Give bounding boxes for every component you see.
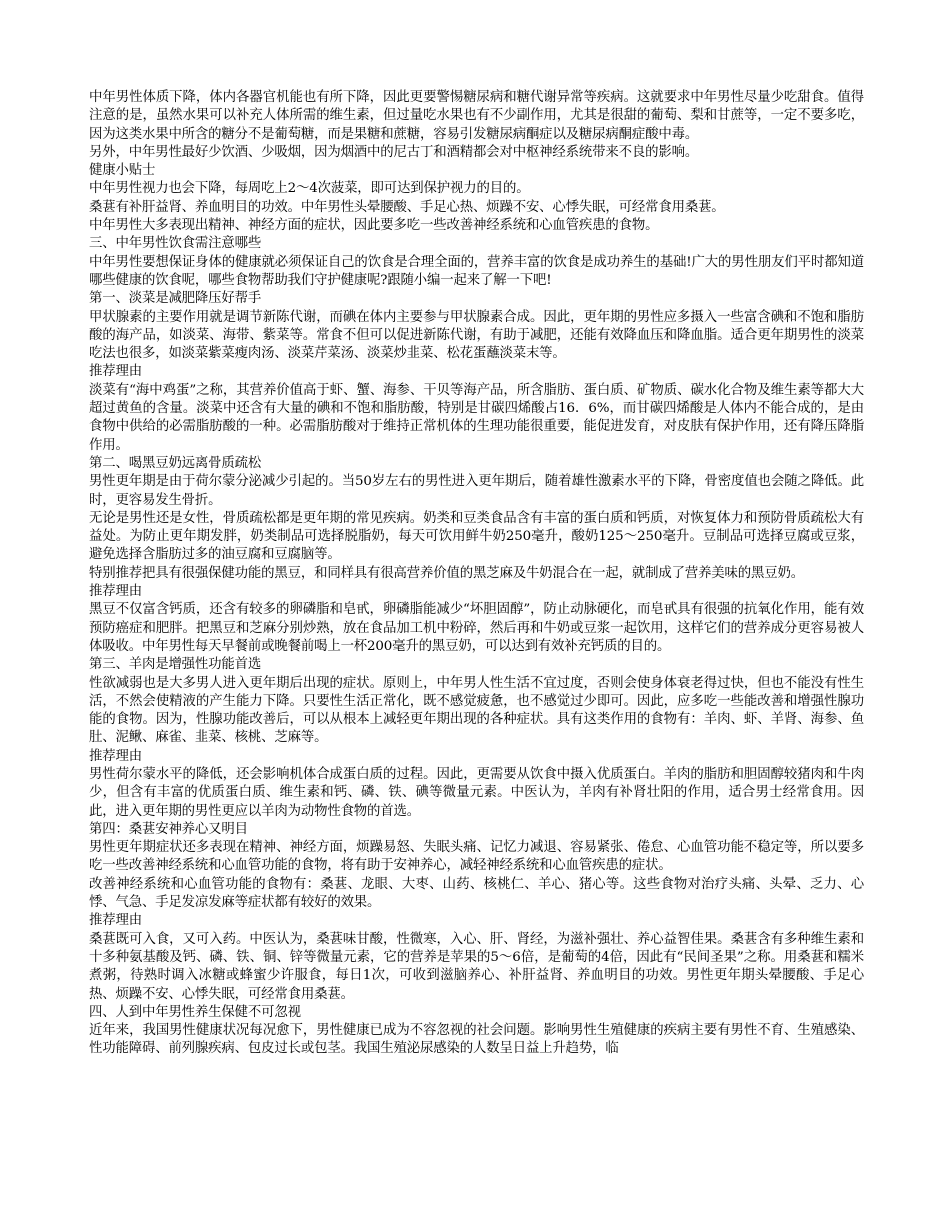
- section-heading: 第三、羊肉是增强性功能首选: [89, 657, 262, 673]
- paragraph: 中年男性体质下降，体内各器官机能也有所下降，因此更要警惕糖尿病和糖代谢异常等疾病。这就要求中年男性尽量少吃甜食。值得注意的是，虽然水果可以补充人体所需的维生素，但过量吃水果也有不少副作用，尤其是很甜的葡萄、梨和甘蔗等，一定不要多吃，因为这类水果中所含的糖分不是葡萄糖，而是果糖和蔗糖，容易引发糖尿病酮症以及糖尿病酮症酸中毒。: [89, 90, 864, 142]
- paragraph: 改善神经系统和心血管功能的食物有：桑葚、龙眼、大枣、山药、核桃仁、羊心、猪心等。这些食物对治疗头痛、头晕、乏力、心悸、气急、手足发凉发麻等症状都有较好的效果。: [89, 876, 864, 911]
- paragraph: 男性荷尔蒙水平的降低，还会影响机体合成蛋白质的过程。因此，更需要从饮食中摄入优质蛋白。羊肉的脂肪和胆固醇较猪肉和牛肉少，但含有丰富的优质蛋白质、维生素和钙、磷、铁、碘等微量元素。中医认为，羊肉有补肾壮阳的作用，适合男士经常食用。因此，进入更年期的男性更应以羊肉为动物性食物的首选。: [89, 766, 864, 819]
- paragraph: 无论是男性还是女性，骨质疏松都是更年期的常见疾病。奶类和豆类食品含有丰富的蛋白质和钙质，对恢复体力和预防骨质疏松大有益处。为防止更年期发胖，奶类制品可选择脱脂奶，每天可饮用鲜牛奶250毫升，酸奶125～250毫升。豆制品可选择豆腐或豆浆，避免选择含脂肪过多的油豆腐和豆腐脑等。: [89, 510, 864, 563]
- section-heading: 四、人到中年男性养生保健不可忽视: [89, 1004, 301, 1020]
- section-heading: 推荐理由: [89, 748, 142, 764]
- paragraph: 淡菜有“海中鸡蛋”之称，其营养价值高于虾、蟹、海参、干贝等海产品，所含脂肪、蛋白质、矿物质、碳水化合物及维生素等都大大超过黄鱼的含量。淡菜中还含有大量的碘和不饱和脂肪酸，特别是甘碳四烯酸占16．6%，而甘碳四烯酸是人体内不能合成的，是由食物中供给的必需脂肪酸的一种。必需脂肪酸对于维持正常机体的生理功能很重要，能促进发育，对皮肤有保护作用，还有降压降脂作用。: [89, 382, 864, 453]
- section-heading: 推荐理由: [89, 913, 142, 929]
- paragraph: 特别推荐把具有很强保健功能的黑豆，和同样具有很高营养价值的黑芝麻及牛奶混合在一起，就制成了营养美味的黑豆奶。: [89, 565, 804, 581]
- paragraph: 中年男性视力也会下降，每周吃上2～4次菠菜，即可达到保护视力的目的。: [89, 181, 530, 197]
- section-heading: 三、中年男性饮食需注意哪些: [89, 236, 262, 252]
- section-heading: 第一、淡菜是减肥降压好帮手: [89, 291, 262, 307]
- paragraph: 桑葚有补肝益肾、养血明目的功效。中年男性头晕腰酸、手足心热、烦躁不安、心悸失眠，可经常食用桑葚。: [89, 199, 725, 215]
- paragraph: 中年男性大多表现出精神、神经方面的症状，因此要多吃一些改善神经系统和心血管疾患的食物。: [89, 218, 659, 234]
- paragraph: 性欲减弱也是大多男人进入更年期后出现的症状。原则上，中年男人性生活不宜过度，否则会使身体衰老得过快，但也不能没有性生活，不然会使精液的产生能力下降。只要性生活正常化，既不感觉疲惫，也不感觉过少即可。因此，应多吃一些能改善和增强性腺功能的食物。因为，性腺功能改善后，可以从根本上减轻更年期出现的各种症状。具有这类作用的食物有：羊肉、虾、羊肾、海参、鱼肚、泥鳅、麻雀、韭菜、核桃、芝麻等。: [89, 675, 864, 746]
- section-heading: 推荐理由: [89, 584, 142, 600]
- paragraph: 甲状腺素的主要作用就是调节新陈代谢，而碘在体内主要参与甲状腺素合成。因此，更年期的男性应多摄入一些富含碘和不饱和脂肪酸的海产品，如淡菜、海带、紫菜等。常食不但可以促进新陈代谢，有助于减肥，还能有效降血压和降血脂。适合更年期男性的淡菜吃法也很多，如淡菜紫菜瘦肉汤、淡菜芹菜汤、淡菜炒韭菜、松花蛋蘸淡菜末等。: [89, 309, 864, 362]
- document-body: [89, 89, 864, 1059]
- section-heading: 第四：桑葚安神养心又明目: [89, 821, 248, 837]
- section-heading: 健康小贴士: [89, 163, 156, 179]
- section-heading: 推荐理由: [89, 364, 142, 380]
- paragraph: 近年来，我国男性健康状况每况愈下，男性健康已成为不容忽视的社会问题。影响男性生殖健康的疾病主要有男性不育、生殖感染、性功能障碍、前列腺疾病、包皮过长或包茎。我国生殖泌尿感染的人数呈日益上升趋势，临: [89, 1023, 864, 1057]
- paragraph: 中年男性要想保证身体的健康就必须保证自己的饮食是合理全面的，营养丰富的饮食是成功养生的基础!广大的男性朋友们平时都知道哪些健康的饮食呢，哪些食物帮助我们守护健康呢?跟随小编一起来了解一下吧!: [89, 254, 864, 288]
- paragraph: 另外，中年男性最好少饮酒、少吸烟，因为烟酒中的尼古丁和酒精都会对中枢神经系统带来不良的影响。: [89, 144, 699, 160]
- paragraph: 男性更年期是由于荷尔蒙分泌减少引起的。当50岁左右的男性进入更年期后，随着雄性激素水平的下降，骨密度值也会随之降低。此时，更容易发生骨折。: [89, 474, 864, 508]
- paragraph: 男性更年期症状还多表现在精神、神经方面，烦躁易怒、失眠头痛、记忆力减退、容易紧张、倦怠、心血管功能不稳定等，所以要多吃一些改善神经系统和心血管功能的食物，将有助于安神养心，减轻神经系统和心血管疾患的症状。: [89, 840, 864, 874]
- section-heading: 第二、喝黑豆奶远离骨质疏松: [89, 455, 262, 471]
- paragraph: 桑葚既可入食，又可入药。中医认为，桑葚味甘酸，性微寒，入心、肝、肾经，为滋补强壮、养心益智佳果。桑葚含有多种维生素和十多种氨基酸及钙、磷、铁、铜、锌等微量元素，它的营养是苹果的5～6倍，是葡萄的4倍，因此有“民间圣果”之称。用桑葚和糯米煮粥，待熟时调入冰糖或蜂蜜少许服食，每日1次，可收到滋脑养心、补肝益肾、养血明目的功效。男性更年期头晕腰酸、手足心热、烦躁不安、心悸失眠，可经常食用桑葚。: [89, 931, 864, 1002]
- paragraph: 黑豆不仅富含钙质，还含有较多的卵磷脂和皂甙，卵磷脂能减少“坏胆固醇”，防止动脉硬化，而皂甙具有很强的抗氧化作用，能有效预防癌症和肥胖。把黑豆和芝麻分别炒熟，放在食品加工机中粉碎，然后再和牛奶或豆浆一起饮用，这样它们的营养成分更容易被人体吸收。中年男性每天早餐前或晚餐前喝上一杯200毫升的黑豆奶，可以达到有效补充钙质的目的。: [89, 602, 864, 654]
